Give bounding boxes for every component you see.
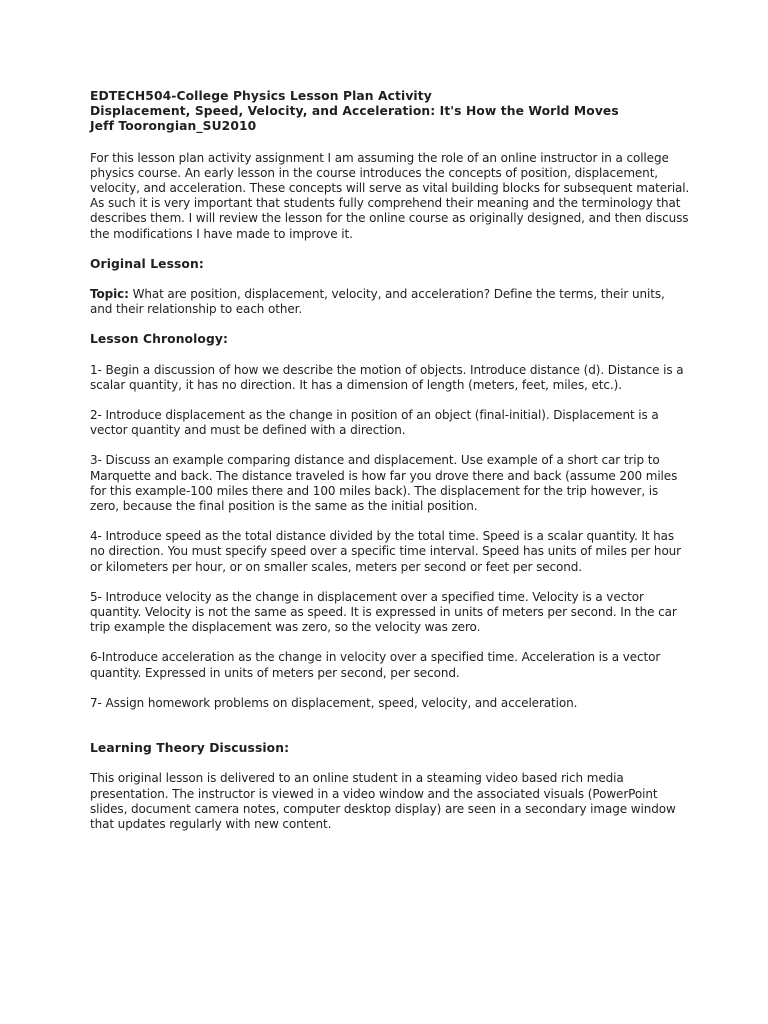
original-lesson-heading: Original Lesson: (90, 256, 204, 271)
topic-paragraph (90, 287, 690, 317)
chronology-item-3: 3- Discuss an example comparing distance and displacement. Use example of a short car trip to Marquette and back. The distance traveled is how far you drove there and back (assume 200 miles for this example-100 miles there and 100 miles back). The displacement for the trip however, is zero, because the final position is the same as the initial position. (90, 453, 678, 514)
topic-label: Topic: (90, 287, 129, 302)
lesson-title: Displacement, Speed, Velocity, and Acceleration: It's How the World Moves (90, 104, 619, 119)
document-page (90, 89, 690, 847)
chronology-item-4: 4- Introduce speed as the total distance divided by the total time. Speed is a scalar quantity. It has no direction. You must specify speed over a specific time interval. Speed has units of miles per hour or kilometers per hour, or on smaller scales, meters per second or feet per second. (90, 529, 682, 574)
lesson-chronology-heading: Lesson Chronology: (90, 332, 228, 347)
topic-text: What are position, displacement, velocity, and acceleration? Define the terms, their units, and their relationship to each other. (90, 287, 665, 317)
chronology-item-2: 2- Introduce displacement as the change in position of an object (final-initial). Displacement is a vector quantity and must be defined with a direction. (90, 408, 659, 438)
author-line: Jeff Toorongian_SU2010 (90, 119, 257, 134)
chronology-item-6: 6-Introduce acceleration as the change in velocity over a specified time. Acceleration is a vector quantity. Expressed in units of meters per second, per second. (90, 650, 661, 680)
document-header (90, 89, 690, 135)
learning-theory-heading: Learning Theory Discussion: (90, 741, 290, 756)
learning-theory-paragraph: This original lesson is delivered to an online student in a steaming video based rich media presentation. The instructor is viewed in a video window and the associated visuals (PowerPoint slides, document camera notes, computer desktop display) are seen in a secondary image window that updates regularly with new content. (90, 771, 676, 831)
course-title: EDTECH504-College Physics Lesson Plan Activity (90, 89, 432, 103)
intro-paragraph: For this lesson plan activity assignment I am assuming the role of an online instructor in a college physics course. An early lesson in the course introduces the concepts of position, displacement, velocity, and acceleration. These concepts will serve as vital building blocks for subsequent material. As such it is very important that students fully comprehend their meaning and the terminology that describes them. I will review the lesson for the online course as originally designed, and then discuss the modifications I have made to improve it. (90, 150, 690, 241)
chronology-item-7: 7- Assign homework problems on displacement, speed, velocity, and acceleration. (90, 695, 578, 710)
chronology-item-1: 1- Begin a discussion of how we describe the motion of objects. Introduce distance (d). Distance is a scalar quantity, it has no direction. It has a dimension of length (meters, feet, miles, etc.). (90, 362, 684, 392)
chronology-item-5: 5- Introduce velocity as the change in displacement over a specified time. Velocity is a vector quantity. Velocity is not the same as speed. It is expressed in units of meters per second. In the car trip example the displacement was zero, so the velocity was zero. (90, 589, 677, 635)
